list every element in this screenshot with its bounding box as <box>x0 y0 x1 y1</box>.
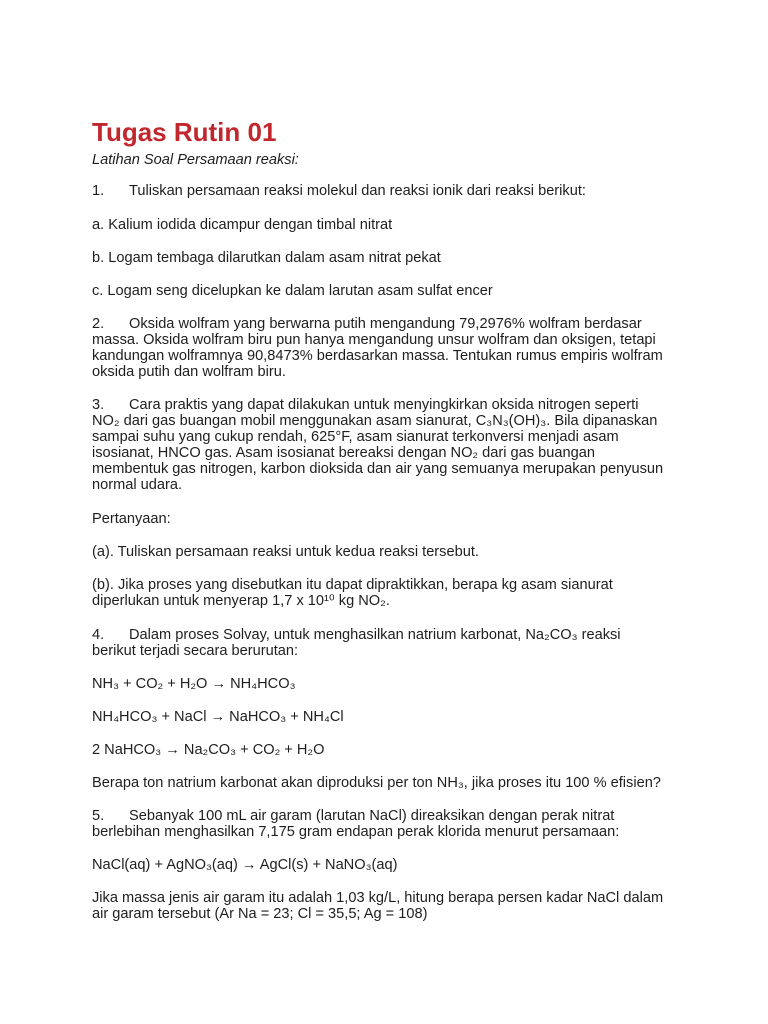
question-5-number: 5. <box>92 808 105 824</box>
question-1 <box>92 183 586 199</box>
question-3-line-5: membentuk gas nitrogen, karbon dioksida dan air yang semuanya merupakan penyusun <box>92 461 664 477</box>
question-2-number: 2. <box>92 316 105 332</box>
solvay-equation-3: 2 NaHCO₃ → Na₂CO₃ + CO₂ + H₂O <box>92 742 325 758</box>
question-5-equation: NaCl(aq) + AgNO₃(aq) → AgCl(s) + NaNO₃(aq) <box>92 857 398 873</box>
solvay-equation-2: NH₄HCO₃ + NaCl → NaHCO₃ + NH₄Cl <box>92 709 344 725</box>
question-3-part-b-line-1: (b). Jika proses yang disebutkan itu dapat dipraktikkan, berapa kg asam sianurat <box>92 577 613 593</box>
question-1-item-a: a. Kalium iodida dicampur dengan timbal nitrat <box>92 217 393 233</box>
question-4-number: 4. <box>92 627 105 643</box>
document-subtitle: Latihan Soal Persamaan reaksi: <box>92 152 299 168</box>
question-2-line-1 <box>92 316 642 332</box>
question-3-part-a: (a). Tuliskan persamaan reaksi untuk kedua reaksi tersebut. <box>92 544 479 560</box>
question-2-line-2: massa. Oksida wolfram biru pun hanya mengandung unsur wolfram dan oksigen, tetapi <box>92 332 656 348</box>
question-4-line-1 <box>92 627 621 643</box>
solvay-equation-1: NH₃ + CO₂ + H₂O → NH₄HCO₃ <box>92 676 296 692</box>
question-5-line-2: berlebihan menghasilkan 7,175 gram endapan perak klorida menurut persamaan: <box>92 824 620 840</box>
question-3-line-2: NO₂ dari gas buangan mobil menggunakan asam sianurat, C₃N₃(OH)₃. Bila dipanaskan <box>92 413 658 429</box>
question-1-number: 1. <box>92 183 105 199</box>
question-5-question-line-1: Jika massa jenis air garam itu adalah 1,03 kg/L, hitung berapa persen kadar NaCl dalam <box>92 890 664 906</box>
question-3-line-3: sampai suhu yang cukup rendah, 625°F, asam sianurat terkonversi menjadi asam <box>92 429 619 445</box>
questions-label: Pertanyaan: <box>92 511 171 527</box>
question-4-line-2: berikut terjadi secara berurutan: <box>92 643 299 659</box>
question-5-text-1: Sebanyak 100 mL air garam (larutan NaCl) direaksikan dengan perak nitrat <box>129 808 615 824</box>
question-1-item-b: b. Logam tembaga dilarutkan dalam asam nitrat pekat <box>92 250 441 266</box>
question-3-line-6: normal udara. <box>92 477 183 493</box>
question-5-question-line-2: air garam tersebut (Ar Na = 23; Cl = 35,5; Ag = 108) <box>92 906 428 922</box>
question-4-question: Berapa ton natrium karbonat akan diproduksi per ton NH₃, jika proses itu 100 % efisien? <box>92 775 661 791</box>
question-3-number: 3. <box>92 397 105 413</box>
question-5-line-1 <box>92 808 614 824</box>
question-3-part-b-line-2: diperlukan untuk menyerap 1,7 x 10¹⁰ kg NO₂. <box>92 593 390 609</box>
question-4-text-1: Dalam proses Solvay, untuk menghasilkan natrium karbonat, Na₂CO₃ reaksi <box>129 627 621 643</box>
question-2-text-1: Oksida wolfram yang berwarna putih mengandung 79,2976% wolfram berdasar <box>129 316 642 332</box>
question-3-line-1 <box>92 397 638 413</box>
question-2-line-3: kandungan wolframnya 90,8473% berdasarkan massa. Tentukan rumus empiris wolfram <box>92 348 663 364</box>
question-3-text-1: Cara praktis yang dapat dilakukan untuk menyingkirkan oksida nitrogen seperti <box>129 397 639 413</box>
document-title: Tugas Rutin 01 <box>92 117 277 147</box>
question-1-item-c: c. Logam seng dicelupkan ke dalam larutan asam sulfat encer <box>92 283 493 299</box>
question-2-line-4: oksida putih dan wolfram biru. <box>92 364 286 380</box>
question-1-text: Tuliskan persamaan reaksi molekul dan reaksi ionik dari reaksi berikut: <box>129 183 586 199</box>
question-3-line-4: isosianat, HNCO gas. Asam isosianat bereaksi dengan NO₂ dari gas buangan <box>92 445 595 461</box>
